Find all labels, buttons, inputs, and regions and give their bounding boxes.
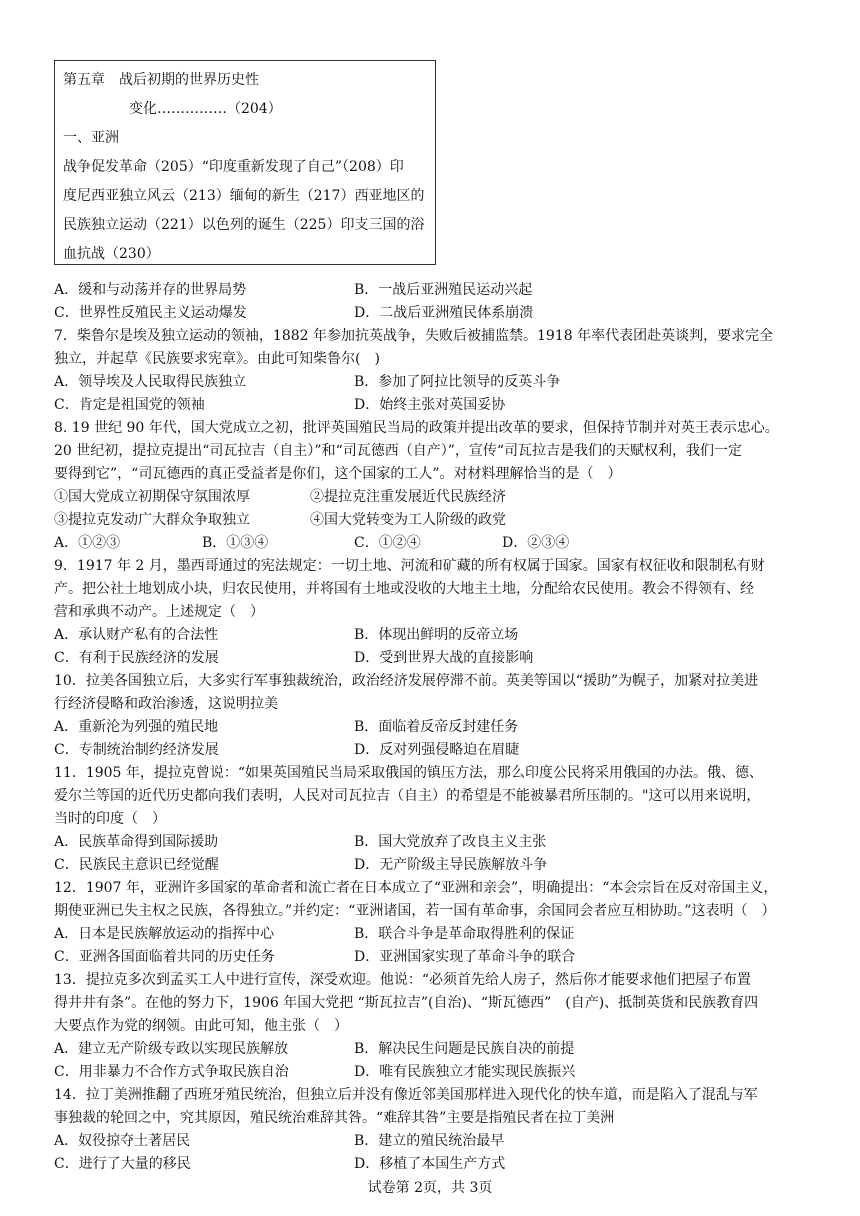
q6-option-c: C．世界性反殖民主义运动爆发 [54, 305, 247, 321]
q9-stem-line: 营和承典不动产。上述规定（ ） [54, 604, 264, 620]
q10-option-c: C．专制统治制约经济发展 [54, 742, 219, 758]
q9-option-b: B．体现出鲜明的反帝立场 [354, 627, 519, 643]
table-of-contents-box [54, 60, 436, 265]
q8-option-a: A．①②③ [54, 535, 121, 551]
q10-option-d: D．反对列强侵略迫在眉睫 [354, 742, 520, 758]
q11-stem-line: 爱尔兰等国的近代历史都向我们表明，人民对司瓦拉吉（自主）的希望是不能被暴君所压制的。"这可以用来说明， [54, 788, 761, 804]
q8-option-b: B．①③④ [202, 535, 269, 551]
q12-option-d: D．亚洲国家实现了革命斗争的联合 [354, 949, 576, 965]
q12-stem-line: 12．1907 年，亚洲许多国家的革命者和流亡者在日本成立了“亚洲和亲会”，明确提出：“本会宗旨在反对帝国主义， [54, 880, 778, 896]
q8-statement-4: ④国大党转变为工人阶级的政党 [310, 512, 506, 528]
q8-option-c: C．①②④ [354, 535, 421, 551]
q13-option-c: C．用非暴力不合作方式争取民族自治 [54, 1064, 289, 1080]
q8-statement-1: ①国大党成立初期保守氛围浓厚 [54, 489, 250, 505]
q14-option-c: C．进行了大量的移民 [54, 1156, 191, 1172]
q7-stem-line: 独立，并起草《民族要求宪章》。由此可知柴鲁尔( ) [54, 351, 380, 367]
q13-stem-line: 13．提拉克多次到孟买工人中进行宣传，深受欢迎。他说：“必须首先给人房子，然后你才能要求他们把屋子布置 [54, 972, 751, 988]
q12-option-b: B．联合斗争是革命取得胜利的保证 [354, 926, 575, 942]
q13-option-d: D．唯有民族独立才能实现民族振兴 [354, 1064, 576, 1080]
q6-option-b: B．一战后亚洲殖民运动兴起 [354, 282, 533, 298]
q11-option-c: C．民族民主意识已经觉醒 [54, 857, 219, 873]
q9-option-d: D．受到世界大战的直接影响 [354, 650, 534, 666]
q13-stem-line: 大要点作为党的纲领。由此可知，他主张（ ） [54, 1018, 348, 1034]
q7-stem-line: 7．柴鲁尔是埃及独立运动的领袖，1882 年参加抗英战争，失败后被捕监禁。1918 年率代表团赴英谈判，要求完全 [54, 328, 774, 344]
q11-option-a: A．民族革命得到国际援助 [54, 834, 219, 850]
q8-stem-line: 20 世纪初，提拉克提出“司瓦拉吉（自主）”和“司瓦德西（自产）”，宣传“司瓦拉吉是我们的天赋权利，我们一定 [54, 443, 743, 459]
q13-option-b: B．解决民生问题是民族自决的前提 [354, 1041, 575, 1057]
q7-option-c: C．肯定是祖国党的领袖 [54, 397, 205, 413]
q7-option-d: D．始终主张对英国妥协 [354, 397, 506, 413]
q14-stem-line: 事独裁的轮回之中，究其原因，殖民统治难辞其咎。“难辞其咎”主要是指殖民者在拉丁美洲 [54, 1110, 615, 1126]
q10-stem-line: 行经济侵略和政治渗透，这说明拉美 [54, 696, 278, 712]
q13-stem-line: 得井井有条”。在他的努力下，1906 年国大党把 “斯瓦拉吉”(自治)、“斯瓦德西” (自产)、抵制英货和民族教育四 [54, 995, 759, 1011]
q10-option-a: A．重新沦为列强的殖民地 [54, 719, 219, 735]
page-footer: 试卷第 2页，共 3页 [367, 1180, 493, 1196]
toc-line: 度尼西亚独立风云（213）缅甸的新生（217）西亚地区的 [63, 188, 425, 204]
q11-option-d: D．无产阶级主导民族解放斗争 [354, 857, 548, 873]
q9-option-c: C．有利于民族经济的发展 [54, 650, 219, 666]
q14-option-a: A．奴役掠夺土著居民 [54, 1133, 191, 1149]
q10-stem-line: 10．拉美各国独立后，大多实行军事独裁统治，政治经济发展停滞不前。英美等国以“援助”为幌子，加紧对拉美进 [54, 673, 759, 689]
q6-option-d: D．二战后亚洲殖民体系崩溃 [354, 305, 534, 321]
q10-option-b: B．面临着反帝反封建任务 [354, 719, 519, 735]
q9-stem-line: 产。把公社土地划成小块，归农民使用，并将国有土地或没收的大地主土地，分配给农民使用。教会不得领有、经 [54, 581, 754, 597]
q6-option-a: A．缓和与动荡并存的世界局势 [54, 282, 247, 298]
q8-stem-line: 要得到它”，“司瓦德西的真正受益者是你们，这个国家的工人”。对材料理解恰当的是（ ） [54, 466, 622, 482]
toc-section-heading: 一、亚洲 [63, 130, 119, 146]
q7-option-a: A．领导埃及人民取得民族独立 [54, 374, 247, 390]
q14-option-d: D．移植了本国生产方式 [354, 1156, 506, 1172]
toc-line: 战争促发革命（205）“印度重新发现了自己”（208）印 [63, 159, 404, 175]
q11-option-b: B．国大党放弃了改良主义主张 [354, 834, 547, 850]
q11-stem-line: 11．1905 年，提拉克曾说：“如果英国殖民当局采取俄国的镇压方法，那么印度公民将采用俄国的办法。俄、德、 [54, 765, 764, 781]
q8-statement-3: ③提拉克发动广大群众争取独立 [54, 512, 250, 528]
toc-line: 血抗战（230） [63, 246, 160, 262]
q7-option-b: B．参加了阿拉比领导的反英斗争 [354, 374, 561, 390]
q9-stem-line: 9．1917 年 2 月，墨西哥通过的宪法规定：一切土地、河流和矿藏的所有权属于国家。国家有权征收和限制私有财 [54, 558, 765, 574]
toc-chapter-title: 第五章 战后初期的世界历史性 [63, 72, 259, 88]
q14-stem-line: 14．拉丁美洲推翻了西班牙殖民统治，但独立后并没有像近邻美国那样进入现代化的快车道，而是陷入了混乱与军 [54, 1087, 758, 1103]
toc-chapter-title-cont: 变化……………（204） [129, 101, 282, 117]
q12-stem-line: 期使亚洲已失主权之民族，各得独立。”并约定：“亚洲诸国，若一国有革命事，余国同会者应互相协助。”这表明（ ） [54, 903, 776, 919]
q14-option-b: B．建立的殖民统治最早 [354, 1133, 505, 1149]
q8-option-d: D．②③④ [502, 535, 570, 551]
q8-stem-line: 8. 19 世纪 90 年代，国大党成立之初，批评英国殖民当局的政策并提出改革的要求，但保持节制并对英王表示忠心。 [54, 420, 779, 436]
q12-option-c: C．亚洲各国面临着共同的历史任务 [54, 949, 275, 965]
q8-statement-2: ②提拉克注重发展近代民族经济 [310, 489, 506, 505]
toc-line: 民族独立运动（221）以色列的诞生（225）印支三国的浴 [63, 217, 425, 233]
q9-option-a: A．承认财产私有的合法性 [54, 627, 219, 643]
q12-option-a: A．日本是民族解放运动的指挥中心 [54, 926, 275, 942]
q13-option-a: A．建立无产阶级专政以实现民族解放 [54, 1041, 289, 1057]
q11-stem-line: 当时的印度（ ） [54, 811, 166, 827]
